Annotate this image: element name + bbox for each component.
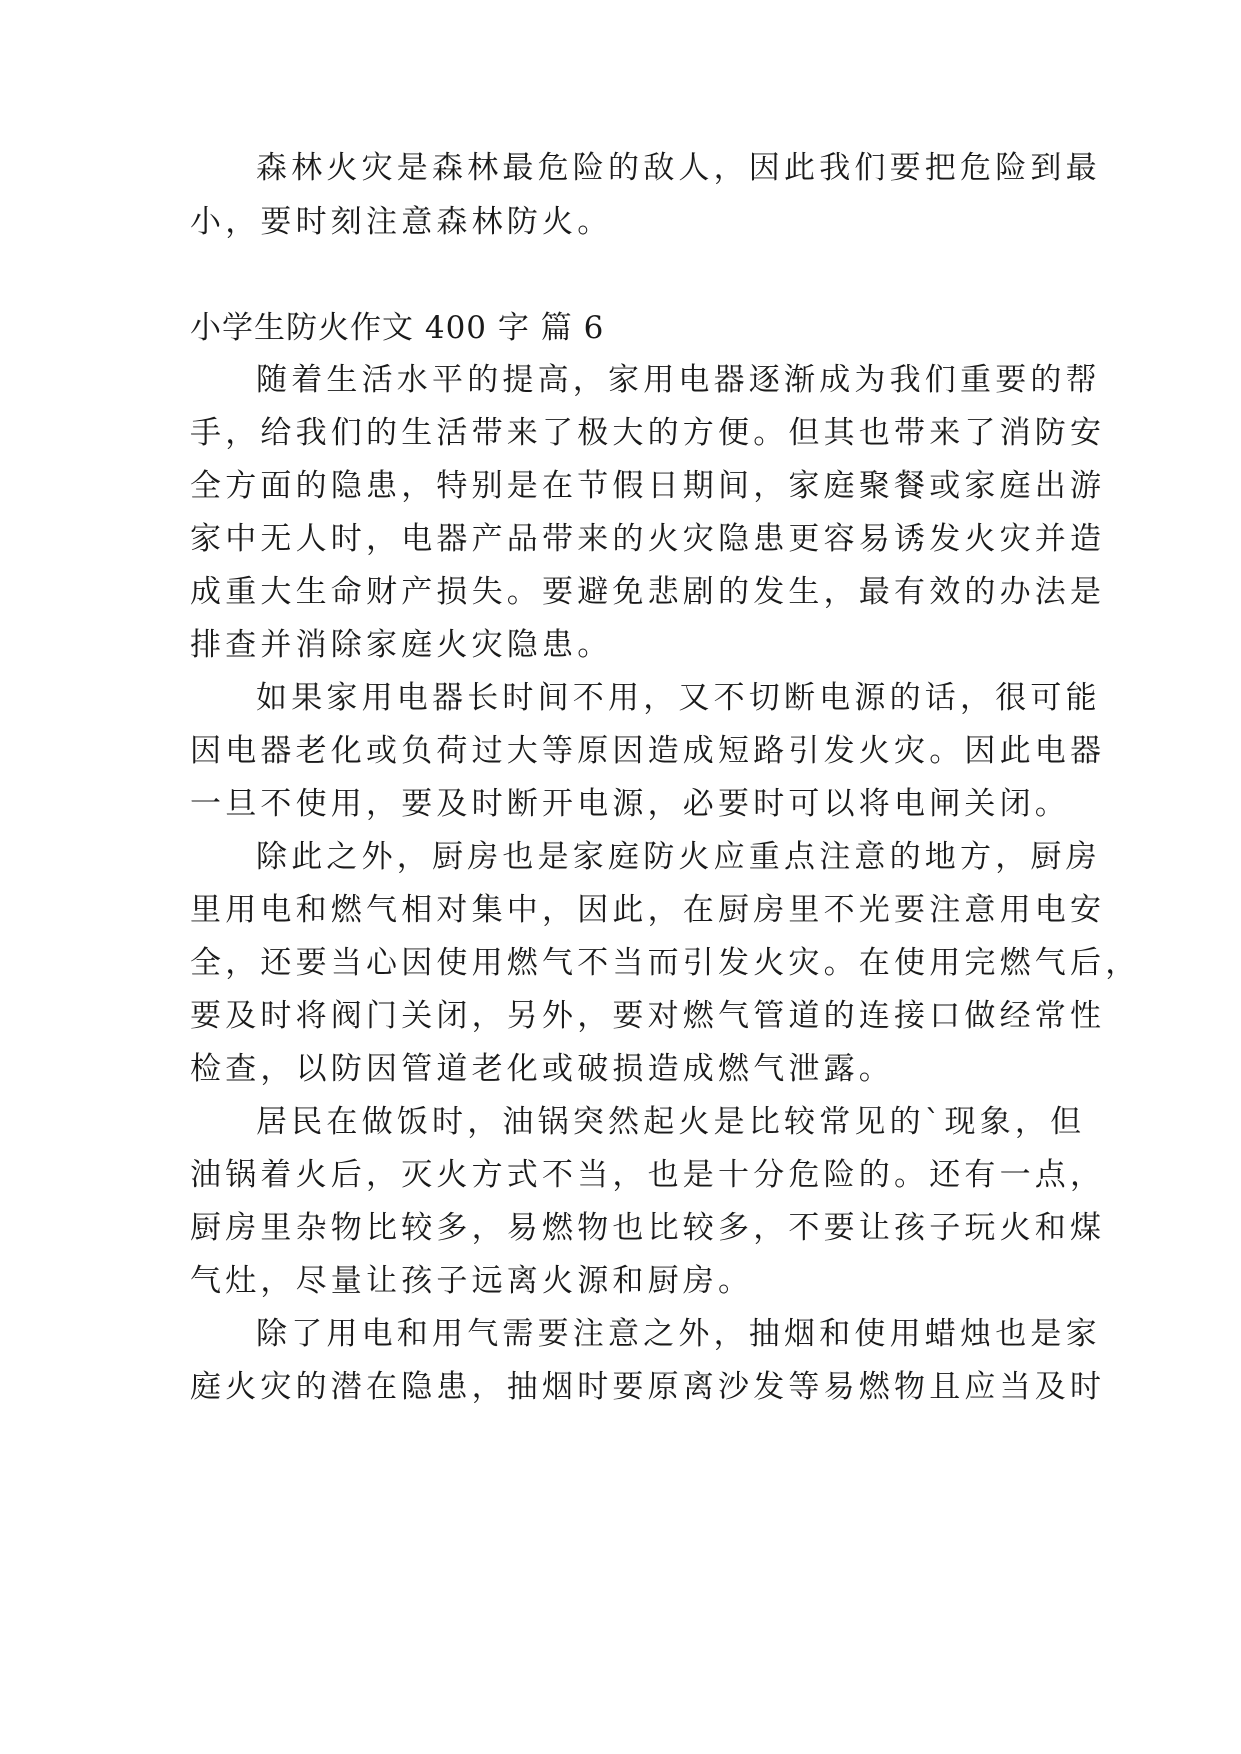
paragraph-line: 要及时将阀门关闭，另外，要对燃气管道的连接口做经常性 xyxy=(190,998,1106,1034)
paragraph-line: 小，要时刻注意森林防火。 xyxy=(190,204,613,240)
paragraph-line: 里用电和燃气相对集中，因此，在厨房里不光要注意用电安 xyxy=(190,892,1106,928)
paragraph-line: 全方面的隐患，特别是在节假日期间，家庭聚餐或家庭出游 xyxy=(190,468,1106,504)
paragraph-line: 庭火灾的潜在隐患，抽烟时要原离沙发等易燃物且应当及时 xyxy=(190,1369,1106,1405)
paragraph-line: 排查并消除家庭火灾隐患。 xyxy=(190,627,613,663)
paragraph-line: 居民在做饭时，油锅突然起火是比较常见的`现象，但 xyxy=(256,1104,1086,1140)
paragraph-line: 厨房里杂物比较多，易燃物也比较多，不要让孩子玩火和煤 xyxy=(190,1210,1106,1246)
paragraph-line: 家中无人时，电器产品带来的火灾隐患更容易诱发火灾并造 xyxy=(190,521,1106,557)
paragraph-line: 检查，以防因管道老化或破损造成燃气泄露。 xyxy=(190,1051,894,1087)
paragraph-line: 成重大生命财产损失。要避免悲剧的发生，最有效的办法是 xyxy=(190,574,1106,610)
paragraph-line: 油锅着火后，灭火方式不当，也是十分危险的。还有一点， xyxy=(190,1157,1106,1193)
paragraph-line: 全，还要当心因使用燃气不当而引发火灾。在使用完燃气后， xyxy=(190,945,1141,981)
paragraph-line: 因电器老化或负荷过大等原因造成短路引发火灾。因此电器 xyxy=(190,733,1106,769)
paragraph-line: 如果家用电器长时间不用，又不切断电源的话，很可能 xyxy=(256,680,1101,716)
paragraph-line: 手，给我们的生活带来了极大的方便。但其也带来了消防安 xyxy=(190,415,1106,451)
paragraph-line: 森林火灾是森林最危险的敌人，因此我们要把危险到最 xyxy=(256,150,1101,186)
paragraph-line: 一旦不使用，要及时断开电源，必要时可以将电闸关闭。 xyxy=(190,786,1070,822)
paragraph-line: 除了用电和用气需要注意之外，抽烟和使用蜡烛也是家 xyxy=(256,1316,1101,1352)
paragraph-line: 除此之外，厨房也是家庭防火应重点注意的地方，厨房 xyxy=(256,839,1101,875)
paragraph-line: 随着生活水平的提高，家用电器逐渐成为我们重要的帮 xyxy=(256,362,1101,398)
section-heading: 小学生防火作文 400 字 篇 6 xyxy=(190,310,605,346)
paragraph-line: 气灶，尽量让孩子远离火源和厨房。 xyxy=(190,1263,754,1299)
